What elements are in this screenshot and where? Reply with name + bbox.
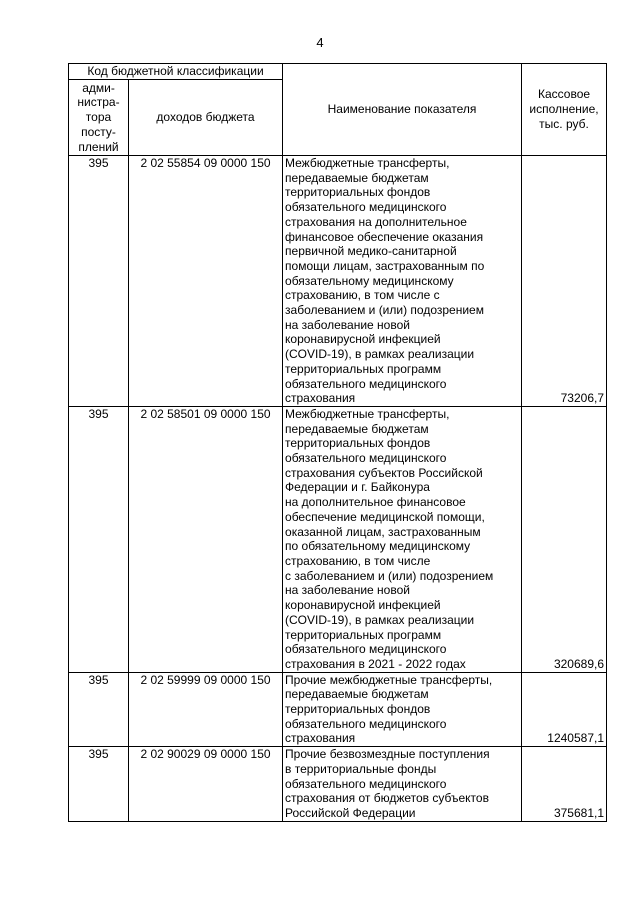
header-name: [283, 64, 522, 156]
row-admin-code: 395: [69, 747, 129, 822]
row-amount: 320689,6: [522, 406, 607, 672]
table-row: [69, 156, 607, 407]
row-amount: 73206,7: [522, 156, 607, 407]
row-income-code: 2 02 59999 09 0000 150: [129, 672, 283, 747]
row-indicator-name: [283, 672, 522, 747]
table-row: [69, 672, 607, 747]
row-income-code: 2 02 90029 09 0000 150: [129, 747, 283, 822]
table-header: [69, 64, 607, 156]
page-number: 4: [316, 35, 324, 50]
row-amount: 375681,1: [522, 747, 607, 822]
row-indicator-name: [283, 156, 522, 407]
row-indicator-name: [283, 747, 522, 822]
header-name-label: Наименование показателя: [327, 102, 477, 117]
row-indicator-text: Прочие межбюджетные трансферты, передаваемые бюджетам территориальных фондов обязательного медицинского страхования: [285, 672, 493, 746]
row-indicator-name: [283, 406, 522, 672]
row-admin-code: 395: [69, 406, 129, 672]
row-admin-code: 395: [69, 672, 129, 747]
table-row: [69, 747, 607, 822]
row-indicator-text: Межбюджетные трансферты, передаваемые бюджетам территориальных фондов обязательного медицинского страхования субъектов Российской Федерации и г. Байконура на дополнительное финансовое обеспечение медицинской помощи, оказанной лицам, застрахованным по обязательному медицинскому страхованию, в том числе с заболеванием и (или) подозрением на заболевание новой коронавирусной инфекцией (COVID-19), в рамках реализации территориальных программ обязательного медицинского страхования в 2021 - 2022 годах: [285, 406, 494, 671]
header-income-label: доходов бюджета: [156, 110, 255, 125]
row-admin-code: 395: [69, 156, 129, 407]
header-admin: [69, 80, 129, 156]
row-income-code: 2 02 58501 09 0000 150: [129, 406, 283, 672]
budget-table: [68, 63, 607, 822]
header-income: [129, 80, 283, 156]
header-amount-label: Кассовое исполнение, тыс. руб.: [529, 87, 599, 131]
table-row: [69, 406, 607, 672]
header-code-group: Код бюджетной классификации: [69, 64, 283, 80]
header-amount: [522, 64, 607, 156]
row-amount: 1240587,1: [522, 672, 607, 747]
header-admin-label: адми- нистра- тора посту- плений: [77, 80, 120, 154]
row-indicator-text: Межбюджетные трансферты, передаваемые бюджетам территориальных фондов обязательного медицинского страхования на дополнительное финансовое обеспечение оказания первичной медико-санитарной помощи лицам, застрахованным по обязательному медицинскому страхованию, в том числе с заболеванием и (или) подозрением на заболевание новой коронавирусной инфекцией (COVID-19), в рамках реализации территориальных программ обязательного медицинского страхования: [285, 156, 485, 406]
row-income-code: 2 02 55854 09 0000 150: [129, 156, 283, 407]
row-indicator-text: Прочие безвозмездные поступления в территориальные фонды обязательного медицинского страхования от бюджетов субъектов Российской Федерации: [285, 747, 490, 820]
